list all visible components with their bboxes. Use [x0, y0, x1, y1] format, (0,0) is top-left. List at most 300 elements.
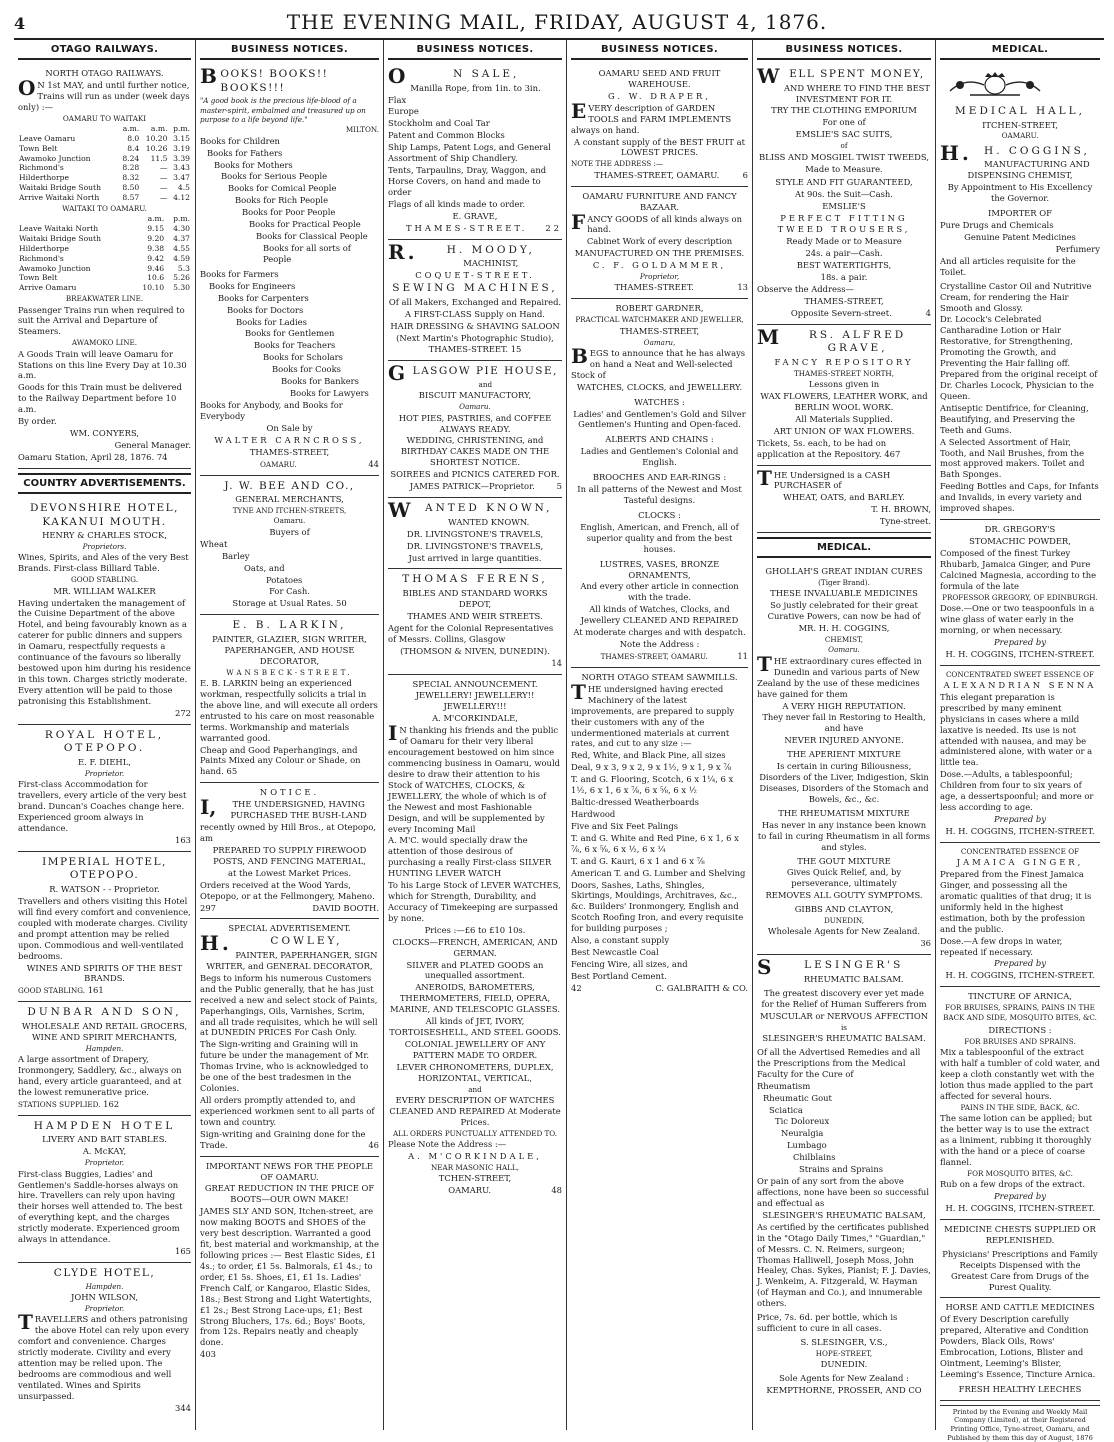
ad-medicine-chests [940, 1220, 1100, 1299]
timber-item: Also, a constant supply [571, 935, 670, 946]
sale-items-list [388, 83, 562, 164]
timetable-row [18, 234, 191, 244]
ad-text: HOT PIES, PASTRIES, and COFFEE ALWAYS READY. [398, 412, 552, 434]
ad-number: 36 [920, 938, 931, 949]
produce-item: Oats, and [244, 562, 285, 573]
signatory: WM. CONYERS, [69, 428, 140, 439]
ad-text: Made to Measure. [805, 163, 883, 174]
ad-text: GOOD STABLING. [70, 575, 139, 585]
ad-street: Opposite Severn-street. [790, 307, 892, 318]
departure-time: 3.47 [173, 173, 190, 183]
ad-title: IMPERIAL HOTEL, OTEPOPO. [42, 855, 167, 882]
ad-text: Prepared by [993, 636, 1047, 647]
column-heading: OTAGO RAILWAYS. [18, 40, 191, 60]
station-name: Awamoko Junction [19, 263, 91, 273]
list-item: Books for Doctors [227, 304, 304, 315]
station-name: Arrive Oamaru [19, 283, 77, 293]
ad-text: First-class Buggies, Ladies' and Gentlemen's Saddle-horses always on hire. Travellers can rely upon having their horses well attended to. The best of everything kept, and the charges strictly moderate. Experienced groom always in attendance. [18, 1168, 183, 1245]
ad-text: Wholesale Agents for New Zealand. [767, 926, 921, 937]
departure-time: 4.55 [173, 243, 190, 253]
ad-text: JAMES SLY AND SON, Itchen-street, are now making BOOTS and SHOES of the very best description. Warranted a good fit, best material and workmanship, at the following prices :— Best Elastic Sides, £1 4s.; to order, £1 5s. Balmorals, £1 4s.; to order, £1 5s. Shoes, £1, £1 1s. Ladies' French Calf, or Kangaroo, Elastic Sides, 18s.; Best Strong and Light Watertights, £1 2s.; Best Strong Lace-ups, £1; Best Strong Bluchers, 17s. 6d.; Boys' Boots, from 12s. Repairs neatly and cheaply done. [200, 1206, 380, 1348]
ad-text: To his Large Stock of LEVER WATCHES, which for Strength, Durability, and Accuracy of Timekeeping are surpassed by none. [388, 880, 561, 923]
ailment-item: Rheumatism [757, 1080, 811, 1091]
ad-title: NORTH OTAGO RAILWAYS. [45, 68, 164, 78]
departure-time: — [159, 193, 168, 203]
ad-place: Hampden. [85, 1281, 124, 1291]
station-name: Leave Waitaki North [19, 224, 99, 234]
ad-text: And all articles requisite for the Toilet. [940, 255, 1076, 277]
ad-text: Sole Agents for New Zealand : [779, 1373, 909, 1384]
ad-owner: A. M'CORKINDALE, [408, 1151, 542, 1162]
departure-time: p.m. [173, 214, 190, 224]
ad-text: WAX FLOWERS, LEATHER WORK, and BERLIN WOOL WORK. [760, 391, 928, 412]
ad-title: E. B. LARKIN, [232, 619, 347, 632]
ad-text: STATIONS SUPPLIED. [18, 1099, 101, 1109]
ad-horse-cattle-medicines [940, 1298, 1100, 1400]
ad-text: IN thanking his friends and the public of Oamaru for their very liberal encouragement bestowed on him since commencing business in Oamaru, would desire to draw their attention to his Stock of WATCHES, CLOCKS, & JEWELLERY, the whole of which is of the Newest and most Fashionable Design, and will be supplemented by every Incoming Mail [388, 721, 560, 834]
signatory-place: Oamaru Station, April 28, 1876. [18, 451, 155, 462]
ad-title: R.H. MOODY, [388, 239, 535, 264]
ad-text: EMSLIE'S SAC SUITS, [795, 129, 893, 140]
sale-item: Europe [388, 106, 419, 117]
ad-number: 46 [368, 1139, 379, 1150]
ad-text: CLOCKS—FRENCH, AMERICAN, AND GERMAN. [392, 936, 558, 958]
ad-text: I,THE UNDERSIGNED, HAVING PURCHASED THE BUSH-LAND [200, 795, 367, 821]
station-name: Waitaki Bridge South [19, 234, 101, 243]
ad-text: A large assortment of Drapery, Ironmongery, Saddlery, &c., always on hand, every article guaranteed, and at the lowest remunerative price. [18, 1054, 182, 1097]
route-heading: WAITAKI TO OAMARU. [62, 203, 147, 213]
ad-title: JAMAICA GINGER, [956, 857, 1084, 868]
departure-time: 10.10 [142, 283, 165, 293]
timber-item: American T. and G. Lumber and Shelving [571, 867, 746, 878]
ad-royal-hotel [18, 725, 191, 852]
departure-time: p.m. [173, 124, 190, 134]
ad-number: 50 [336, 598, 347, 609]
ad-text: E. B. LARKIN being an experienced workman, respectfully solicits a trial in the above line, and will execute all orders entrusted to his care on most reasonable terms. Workmanship and materials warranted good. [200, 678, 378, 743]
ad-tincture-arnica [940, 987, 1100, 1220]
departure-time: 11.5 [150, 153, 168, 163]
ad-text: Tents, Tarpaulins, Dray, Waggon, and Horse Covers, on hand and made to order [388, 165, 547, 197]
departure-time: 8.4 [127, 143, 140, 153]
departure-time: — [159, 173, 168, 183]
ad-subtitle: PRACTICAL WATCHMAKER AND JEWELLER, [575, 315, 744, 325]
timber-item: Best Portland Cement. [571, 970, 667, 981]
ad-owner: A. McKAY, [82, 1146, 127, 1157]
departure-time: 8.57 [122, 193, 140, 203]
ad-heading: CLOCKS : [638, 509, 681, 520]
ad-owner: T. H. BROWN, [871, 504, 931, 515]
ad-text: Storage at Usual Rates. [232, 598, 334, 609]
ad-text: Dose.—A few drops in water, repeated if necessary. [940, 935, 1063, 957]
ad-title: GLASGOW PIE HOUSE, [388, 361, 558, 386]
ad-text: Or pain of any sort from the above affections, none have been so successful and effectual as [757, 1176, 930, 1208]
ad-heading: FOR BRUISES AND SPRAINS. [964, 1036, 1076, 1046]
ad-owner: H. H. COGGINS, ITCHEN-STREET. [945, 970, 1095, 981]
ad-text: Ladies and Gentlemen's Colonial and English. [580, 446, 739, 468]
ad-hampden-hotel [18, 1116, 191, 1263]
ad-slesinger [757, 955, 931, 1401]
ad-title: J. W. BEE AND CO., [224, 479, 355, 492]
departure-time: 9.38 [147, 243, 165, 253]
ad-title: NOTICE. [259, 787, 320, 798]
ad-subtitle: WANTED KNOWN. [448, 516, 530, 527]
list-item: Books for Bankers [281, 376, 359, 387]
ad-owner: JAMES PATRICK—Proprietor. [409, 481, 535, 492]
ad-text: THE extraordinary cures effected in Dunedin and various parts of New Zealand by the use of these medicines have gained for them [757, 651, 922, 699]
timetable-row [18, 163, 191, 173]
ad-heading: ALBERTS AND CHAINS : [605, 434, 714, 445]
ad-text: ANEROIDS, BAROMETERS, THERMOMETERS, FIELD, OPERA, MARINE, AND TELESCOPIC GLASSES. [390, 982, 560, 1015]
ad-place: DUNEDIN. [820, 1359, 868, 1370]
column-heading: MEDICAL. [940, 40, 1100, 60]
railway-timetable [18, 64, 191, 469]
ad-text: is [841, 1022, 847, 1032]
ad-text: A Goods Train will leave Oamaru for Stations on this line Every Day at 10.30 a.m. [18, 348, 187, 381]
ad-text: WEDDING, CHRISTENING, and BIRTHDAY CAKES MADE ON THE SHORTEST NOTICE. [400, 435, 550, 468]
ad-quote-author: MILTON. [345, 125, 379, 135]
timetable-row [18, 224, 191, 234]
ad-number: 44 [368, 458, 379, 469]
ad-text: FRESH HEALTHY LEECHES [958, 1383, 1082, 1394]
column-heading: BUSINESS NOTICES. [571, 40, 748, 60]
timetable-row [18, 144, 191, 154]
ad-text: BEGS to announce that he has always on hand a Neat and Well-selected Stock of [571, 343, 746, 380]
departure-time: 8.0 [127, 133, 140, 143]
ailment-item: Rheumatic Gout [763, 1092, 832, 1103]
list-item: Books for Comical People [228, 183, 337, 194]
ad-owner: GIBBS AND CLAYTON, [794, 904, 894, 915]
ad-text: Prepared by [993, 1191, 1047, 1202]
ad-text: and [468, 1084, 482, 1094]
ailment-item: Sciatica [769, 1104, 803, 1115]
ad-text: Has never in any instance been known to fail in curing Rheumatism in all forms and styles. [757, 819, 931, 852]
ad-text: Ladies' and Gentlemen's Gold and Silver Gentlemen's Hunting and Open-faced. [573, 408, 746, 430]
ad-text: SOIREES and PICNICS CATERED FOR. [390, 469, 560, 480]
ad-number: 74 [156, 451, 168, 462]
ad-text: Physicians' Prescriptions and Family Receipts Dispensed with the Greatest Care from Drugs of the Purest Quality. [942, 1248, 1098, 1292]
ad-heading: BROOCHES AND EAR-RINGS : [592, 472, 727, 483]
timber-item: T. and G. Flooring, Scotch, 6 x 1¼, 6 x 1½, 6 x 1, 6 x ⅞, 6 x ⅝, 6 x ½ [571, 774, 734, 796]
timetable-waitaki-oamaru [18, 214, 191, 293]
toilet-item: Feeding Bottles and Caps, for Infants and Invalids, in every variety and improved shapes. [940, 481, 1099, 514]
ad-mcorkindale [388, 675, 562, 1202]
ad-owner: HENRY & CHARLES STOCK, [42, 530, 167, 541]
timetable-row [18, 283, 191, 293]
ad-text: EVERY DESCRIPTION OF WATCHES CLEANED AND REPAIRED At Moderate Prices. [389, 1095, 561, 1127]
route-heading: OAMARU TO WAITAKI [62, 113, 147, 123]
ad-text: Travellers and others visiting this Hotel will find every comfort and convenience, coupled with moderate charges. Civility and prompt attention may be relied upon. Commodious and well-ventilated bedrooms. [18, 895, 191, 961]
ad-devonshire-hotel [18, 498, 191, 725]
list-item: Books for Serious People [221, 171, 328, 182]
ad-heading: THE APERIENT MIXTURE [787, 749, 901, 760]
toilet-item: Crystalline Castor Oil and Nutritive Cream, for rendering the Hair Smooth and Glossy. [940, 280, 1092, 313]
list-item: Books for Mothers [214, 159, 293, 170]
ad-booth-notice [200, 783, 379, 919]
ad-text: Of all the Advertised Remedies and all the Prescriptions from the Medical Faculty for the Cure of [757, 1046, 921, 1079]
departure-time: 4.59 [173, 253, 190, 263]
ad-owner: WALTER CARNCROSS, [214, 434, 365, 445]
ad-text: A constant supply of the BEST FRUIT at LOWEST PRICES. [574, 136, 745, 158]
timetable-row [18, 244, 191, 254]
timber-item: T. and G. White and Red Pine, 6 x 1, 6 x ⅞, 6 x ⅝, 6 x ½, 6 x ¼ [571, 832, 739, 854]
ad-heading: PAINS IN THE SIDE, BACK, &C. [960, 1102, 1080, 1112]
ad-clothing-emporium [757, 64, 931, 325]
ad-place: Hampden. [85, 1043, 124, 1053]
station-name: Richmond's [19, 163, 64, 173]
station-name: Awamoko Junction [19, 153, 91, 163]
station-name: Hilderthorpe [19, 243, 69, 253]
ad-text: and [478, 380, 493, 389]
ad-title: MEDICINE CHESTS SUPPLIED OR REPLENISHED. [944, 1223, 1096, 1245]
ad-text: First-class Accommodation for travellers, every article of the very best brand. Duncan's Coaches change here. Experienced groom always in attendance. [18, 779, 187, 833]
ad-number: 344 [175, 1402, 191, 1413]
ad-street: THAMES-STREET, OAMARU. [594, 169, 720, 180]
column-business-notices-4 [752, 40, 935, 1430]
ad-title: TINCTURE OF ARNICA, [968, 991, 1072, 1002]
timber-item: Deal, 9 x 3, 9 x 2, 9 x 1½, 9 x 1, 9 x ⅞ [571, 762, 732, 773]
ad-text: WINES AND SPIRITS OF THE BEST BRANDS. [26, 962, 183, 984]
ad-thomas-ferens [388, 569, 562, 674]
departure-time: — [159, 183, 168, 193]
ad-owner: E. GRAVE, [452, 210, 498, 221]
ad-heading: THESE INVALUABLE MEDICINES [770, 588, 918, 599]
ad-text: The greatest discovery ever yet made for the Relief of Human Sufferers from [761, 987, 927, 1009]
ad-number: 48 [551, 1185, 562, 1196]
departure-time: 3.15 [173, 133, 190, 143]
ad-street: NEAR MASONIC HALL, [431, 1163, 519, 1173]
ad-text: MANUFACTURED ON THE PREMISES. [574, 248, 745, 259]
list-item: Books for Poor People [242, 207, 336, 218]
ad-heading: CONCENTRATED SWEET ESSENCE OF [945, 669, 1095, 679]
ad-text: Begs to inform his numerous Customers and the Public generally, that he has just received a new and select stock of Paints, Paperhangings, Oils, Varnishes, Scrim, and all trade requisites, which he will sell at DUNEDIN PRICES For Cash Only. [200, 972, 378, 1038]
ad-text: Just arrived in large quantities. [408, 552, 542, 563]
ad-heading: SPECIAL ADVERTISEMENT. [228, 923, 351, 934]
ad-text: SLESINGER'S RHEUMATIC BALSAM, [762, 1209, 926, 1220]
ad-text: Perfumery [1055, 243, 1100, 254]
ad-owner: H. H. COGGINS, ITCHEN-STREET. [945, 1203, 1095, 1214]
ad-heading: THE GOUT MIXTURE [797, 855, 891, 866]
produce-item: Wheat [200, 538, 228, 549]
ad-subtitle: GREAT REDUCTION IN THE PRICE OF BOOTS—OUR OWN MAKE! [204, 1183, 375, 1205]
masthead-bar [0, 0, 1114, 40]
ad-title: DEVONSHIRE HOTEL, KAKANUI MOUTH. [30, 501, 179, 528]
ad-text: ART UNION OF WAX FLOWERS. [773, 425, 915, 436]
ad-owner: C. GALBRAITH & CO. [655, 982, 748, 993]
departure-time: 4.5 [177, 183, 190, 193]
ad-title: H.COWLEY, [200, 931, 343, 956]
ad-text: EMSLIE'S [822, 201, 866, 212]
ad-text: FANCY GOODS of all kinds always on hand. [571, 209, 742, 235]
timetable-row [18, 254, 191, 264]
timetable-row [18, 273, 191, 283]
sale-item: Stockholm and Coal Tar [388, 118, 490, 129]
ad-ghollah-cures [757, 562, 931, 955]
ad-text: And every other article in connection with the trade. [580, 581, 739, 603]
ad-title: HORSE AND CATTLE MEDICINES [945, 1302, 1095, 1313]
ad-street: WANSBECK-STREET. [226, 667, 353, 677]
list-item: Books for Ladies [236, 316, 307, 327]
ad-text: Having undertaken the management of the Cuisine Department of the above Hotel, and being favourably known as a caterer for public dinners and suppers in Oamaru, respectfully requests a continuance of the favours so liberally bestowed upon him during his residence in this town. Charges strictly moderate. Every attention will be paid to those patronising this Establishment. [18, 597, 191, 706]
ad-text: Lessons given in [808, 379, 880, 390]
ad-owner: DAVID BOOTH. [312, 902, 379, 913]
ad-quote: "A good book is the precious life-blood of a master-spirit, embalmed and treasured up on purpose to a life beyond life." [200, 96, 366, 124]
ad-street: TCHEN-STREET, [438, 1173, 512, 1184]
departure-time: 8.50 [122, 183, 140, 193]
ad-heading: IMPORTER OF [988, 208, 1052, 219]
ad-number: 42 [571, 982, 582, 993]
ad-subtitle: BIBLES AND STANDARD WORKS DEPOT, [402, 588, 548, 609]
ad-text: Of Every Description carefully prepared, Alterative and Condition Powders, Black Oils, Rows' Embrocation, Lotions, Blister and Ointment, Leeming's Blister, Leeming's Essence, Tincture Arnica. [940, 1314, 1096, 1380]
ad-text: PROFESSOR GREGORY, OF EDINBURGH. [942, 592, 1098, 602]
ad-text: Gives Quick Relief, and, by perseverance, ultimately [786, 867, 902, 889]
timetable-row [18, 173, 191, 183]
ad-gregory-powder [940, 520, 1100, 666]
ad-street: TYNE AND ITCHEN-STREETS, [232, 506, 347, 516]
timber-item: T. and G. Kauri, 6 x 1 and 6 x ⅞ [571, 855, 705, 866]
ad-text: Prepared by [993, 958, 1047, 969]
ad-text: EVERY description of GARDEN TOOLS and FARM IMPLEMENTS always on hand. [571, 98, 732, 135]
ad-subtitle: RHEUMATIC BALSAM. [803, 973, 904, 984]
ad-owner: E. F. DIEHL, [78, 756, 131, 767]
ad-text: STYLE AND FIT GUARANTEED, [775, 177, 913, 188]
ad-subtitle: PAINTER, PAPERHANGER, SIGN WRITER, and GENERAL DECORATOR, [206, 950, 378, 971]
ad-mrs-grave [757, 325, 931, 466]
timetable-header-row [18, 124, 191, 134]
ad-text: All Materials Supplied. [795, 413, 893, 424]
ad-text: Of all Makers, Exchanged and Repaired. [388, 296, 562, 307]
ad-jw-bee [200, 476, 379, 616]
ad-moody [388, 240, 562, 362]
ad-number: 4 [925, 307, 931, 318]
timetable-row [18, 154, 191, 164]
list-item: Books for Rich People [235, 195, 329, 206]
ad-text: A. M'C. would specially draw the attention of those desirous of purchasing a really First-class SILVER HUNTING LEVER WATCH [388, 835, 552, 879]
ad-title: IMPORTANT NEWS FOR THE PEOPLE OF OAMARU. [206, 1160, 373, 1182]
ad-number: 22 [545, 222, 562, 233]
ad-text: The Sign-writing and Graining will in future be under the management of Mr. Thomas Irvine, who is acknowledged to be one of the best tradesmen in the Colonies. [200, 1039, 370, 1094]
station-name: Richmond's [19, 253, 64, 263]
ad-text: REMOVES ALL GOUTY SYMPTOMS. [765, 890, 923, 901]
ad-title: WELL SPENT MONEY, [757, 64, 925, 88]
ad-text: TRY THE CLOTHING EMPORIUM [771, 105, 917, 116]
ad-text: NOTE THE ADDRESS :— [571, 159, 664, 169]
ad-number: 297 [200, 902, 216, 913]
list-item: Books for all sorts of People [263, 243, 351, 264]
departure-time: 3.19 [173, 143, 190, 153]
ad-place: Oamaru, [643, 337, 676, 347]
ad-title: GHOLLAH'S GREAT INDIAN CURES [765, 566, 923, 577]
ad-subtitle: MANUFACTURING AND DISPENSING CHEMIST, [967, 159, 1090, 181]
ad-wanted-known [388, 498, 562, 569]
column-heading: BUSINESS NOTICES. [757, 40, 931, 60]
ad-owner: G. W. DRAPER, [608, 90, 711, 101]
departure-time: 10.20 [145, 133, 168, 143]
ad-clyde-hotel [18, 1263, 191, 1419]
ad-text: Sign-writing and Graining done for the Trade. [200, 1128, 366, 1150]
ad-owner: C. F. GOLDAMMER, [592, 260, 727, 271]
ad-th-brown [757, 466, 931, 534]
ad-text: THE undersigned having erected Machinery of the latest improvements, are prepared to supply their customers with any of the undermentioned materials at current rates, and cut to any size :— [571, 679, 735, 749]
ad-text: At 90s. the Suit—Cash. [795, 189, 893, 200]
ad-text: A VERY HIGH REPUTATION. [782, 700, 906, 711]
ad-text: A FIRST-CLASS Supply on Hand. [405, 308, 545, 319]
ad-place: Oamaru. [828, 645, 860, 655]
sale-item: Ship Lamps, Patent Logs, and General Assortment of Ship Chandlery. [388, 142, 551, 164]
ad-role: Proprietor, [639, 272, 680, 282]
ad-subtitle: LIVERY AND BAIT STABLES. [42, 1134, 167, 1145]
ad-text: This elegant preparation is prescribed by many eminent physicians in cases where a mild laxative is needed. Its use is not attended with nausea, and may be administered alone, with water or a little tea. [940, 691, 1093, 768]
ad-title: THOMAS FERENS, [402, 573, 548, 586]
ad-text: PREPARED TO SUPPLY FIREWOOD POSTS, AND FENCING MATERIAL, [212, 844, 367, 866]
ad-text: Prepared by [993, 813, 1047, 824]
ad-owner: H. H. COGGINS, ITCHEN-STREET. [945, 648, 1095, 659]
ad-text: NEVER INJURED ANYONE. [784, 735, 904, 746]
ad-title: ROYAL HOTEL, OTEPOPO. [44, 728, 165, 755]
ad-text: ALL ORDERS PUNCTUALLY ATTENDED TO. [392, 1128, 558, 1138]
ad-text: Books for Anybody, and Books for Everybody [200, 400, 343, 421]
ad-text: (Next Martin's Photographic Studio), [396, 332, 554, 343]
timetable-row [18, 134, 191, 144]
ad-text: (THOMSON & NIVEN, DUNEDIN). [400, 645, 550, 656]
ad-text: Please Note the Address :— [388, 1139, 507, 1150]
ailments-list [757, 1081, 931, 1175]
ad-heading: DIRECTIONS : [988, 1024, 1052, 1035]
ad-text: For one of [822, 117, 866, 128]
ad-heading: FOR MOSQUITO BITES, &C. [967, 1168, 1073, 1178]
ad-title: MEDICAL HALL, [955, 104, 1085, 117]
ad-text: By Appointment to His Excellency the Governor. [947, 182, 1093, 204]
list-item: Books for Scholars [263, 352, 343, 363]
list-item: Books for Lawyers [290, 388, 369, 399]
departure-time: 8.28 [122, 163, 140, 173]
ad-title: OAMARU FURNITURE AND FANCY BAZAAR. [582, 190, 737, 212]
ad-larkin [200, 615, 379, 783]
ad-number: 65 [226, 766, 238, 777]
ad-subtitle: (Tiger Brand). [818, 578, 870, 588]
ailment-item: Chilblains [793, 1152, 836, 1163]
ad-text: TRAVELLERS and others patronising the above Hotel can rely upon every comfort and convenience. Charges strictly moderate. Civility and every attention may be relied upon. The bedrooms are commodious and well ventilated. Wines and Spirits unsurpassed. [18, 1310, 190, 1401]
ad-street: ITCHEN-STREET, [982, 119, 1058, 130]
list-item: Books for Cooks [272, 364, 341, 375]
ad-place: OAMARU. [260, 459, 297, 469]
column-heading: BUSINESS NOTICES. [388, 40, 562, 60]
ad-text: MR. H. H. COGGINS, [798, 623, 890, 634]
ad-place: Oamaru. [273, 516, 306, 526]
station-name: Arrive Waitaki North [19, 193, 100, 203]
departure-time: 9.42 [147, 253, 165, 263]
toilet-item: Dr. Locock's Celebrated Cantharadine Lotion or Hair Restorative, for Strengthening, Promoting the Growth, and Preventing the Hair falling off. Prepared from the original receipt of Dr. Charles Locock, Physician to the Queen. [940, 314, 1098, 401]
ad-place: Oamaru. [459, 402, 491, 412]
ad-street: THAMES-STREET, [804, 295, 884, 306]
column-business-notices-2 [383, 40, 566, 1430]
ad-title: NORTH OTAGO STEAM SAWMILLS. [581, 671, 738, 682]
ad-owner: KEMPTHORNE, PROSSER, AND CO [766, 1385, 922, 1396]
ad-robert-gardner [571, 299, 748, 668]
ad-text: ON 1st MAY, and until further notice, Trains will run as under (week days only) :— [18, 75, 190, 112]
ad-text: Pure Drugs and Chemicals [940, 220, 1054, 231]
ad-number: 272 [175, 707, 191, 718]
produce-item: Barley [222, 550, 250, 561]
books-list [200, 136, 379, 265]
ad-text: 18s. a pair. [820, 271, 868, 282]
ad-number: 165 [175, 1246, 191, 1257]
ad-title: ALEXANDRIAN SENNA [943, 679, 1097, 690]
toilet-item: Antiseptic Dentifrice, for Cleaning, Beautifying, and Preserving the Teeth and Gums. [940, 402, 1089, 435]
ad-text: Observe the Address— [757, 283, 854, 294]
produce-list [200, 539, 379, 586]
ad-owner: JOHN WILSON, [70, 1291, 139, 1302]
timetable-oamaru-waitaki [18, 124, 191, 203]
